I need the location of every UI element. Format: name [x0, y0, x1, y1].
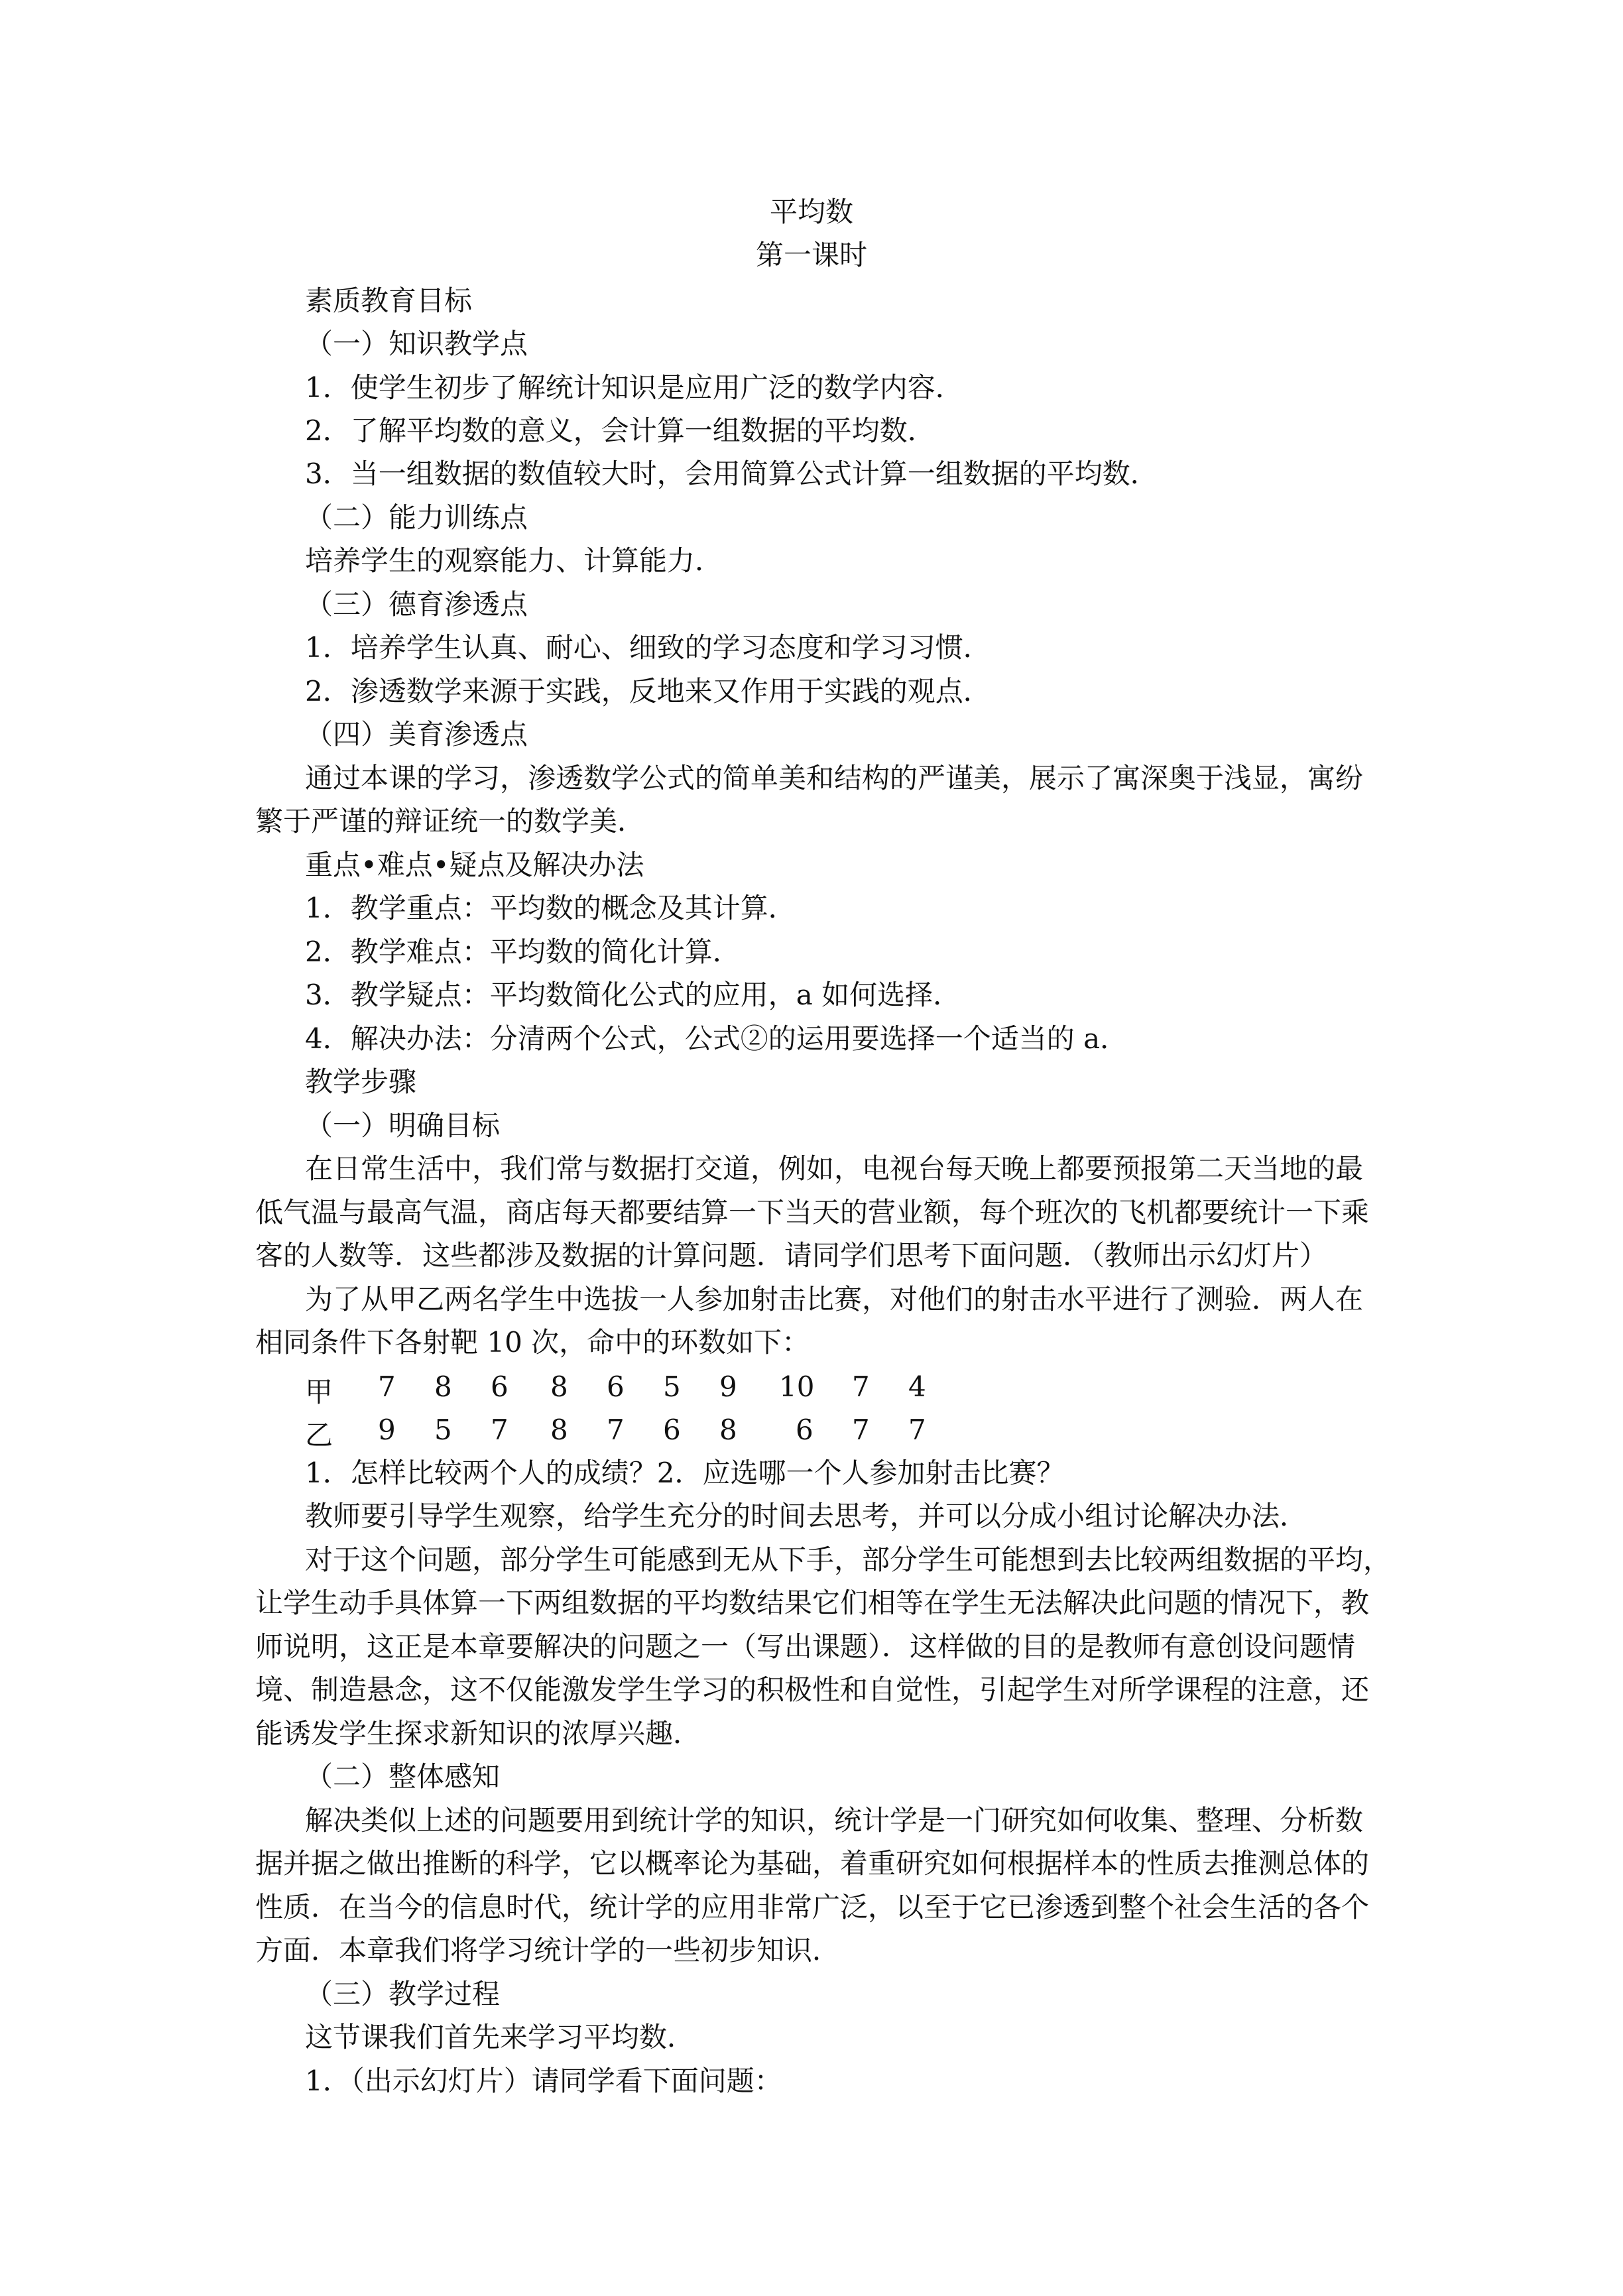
paragraph-line: 2．渗透数学来源于实践，反地来又作用于实践的观点．	[305, 675, 991, 707]
paragraph-line: 能诱发学生探求新知识的浓厚兴趣．	[255, 1717, 701, 1750]
section-heading: 重点•难点•疑点及解决办法	[305, 849, 644, 881]
paragraph-line: 培养学生的观察能力、计算能力．	[305, 544, 723, 577]
row-label: 甲	[305, 1376, 333, 1408]
score-cell: 5	[663, 1370, 681, 1403]
score-cell: 5	[434, 1414, 452, 1446]
paragraph-line: 解决类似上述的问题要用到统计学的知识，统计学是一门研究如何收集、整理、分析数	[305, 1804, 1364, 1837]
score-cell: 8	[550, 1414, 568, 1446]
subsection-heading: （一）知识教学点	[305, 328, 528, 360]
subsection-heading: （三）教学过程	[305, 1978, 501, 2010]
paragraph-line: 2．教学难点：平均数的简化计算．	[305, 936, 741, 968]
subsection-heading: （三）德育渗透点	[305, 588, 528, 621]
paragraph-line: 境、制造悬念，这不仅能激发学生学习的积极性和自觉性，引起学生对所学课程的注意，还	[255, 1673, 1370, 1706]
section-heading: 教学步骤	[305, 1065, 417, 1098]
paragraph-line: 师说明，这正是本章要解决的问题之一（写出课题）．这样做的目的是教师有意创设问题情	[255, 1630, 1356, 1663]
score-cell: 7	[852, 1414, 870, 1446]
score-cell: 7	[491, 1414, 509, 1446]
score-cell: 7	[852, 1370, 870, 1403]
paragraph-line: 通过本课的学习，渗透数学公式的简单美和结构的严谨美，展示了寓深奥于浅显，寓纷	[305, 762, 1364, 794]
score-cell: 9	[378, 1414, 396, 1446]
score-cell: 10	[779, 1370, 815, 1403]
page-title: 平均数	[769, 196, 853, 228]
paragraph-line: 让学生动手具体算一下两组数据的平均数结果它们相等在学生无法解决此问题的情况下，教	[255, 1587, 1370, 1619]
paragraph-line: 1．教学重点：平均数的概念及其计算．	[305, 892, 796, 924]
paragraph-line: 为了从甲乙两名学生中选拔一人参加射击比赛，对他们的射击水平进行了测验．两人在	[305, 1283, 1364, 1315]
paragraph-line: 在日常生活中，我们常与数据打交道，例如，电视台每天晚上都要预报第二天当地的最	[305, 1152, 1364, 1185]
paragraph-line: 这节课我们首先来学习平均数．	[305, 2021, 695, 2053]
paragraph-line: 据并据之做出推断的科学，它以概率论为基础，着重研究如何根据样本的性质去推测总体的	[255, 1847, 1370, 1880]
score-cell: 7	[607, 1414, 625, 1446]
paragraph-line: 1．怎样比较两个人的成绩？2．应选哪一个人参加射击比赛？	[305, 1457, 1065, 1489]
score-cell: 4	[908, 1370, 926, 1403]
paragraph-line: 1．使学生初步了解统计知识是应用广泛的数学内容．	[305, 371, 963, 404]
page-subtitle: 第一课时	[755, 239, 867, 271]
paragraph-line: 2．了解平均数的意义，会计算一组数据的平均数．	[305, 414, 935, 447]
subsection-heading: （四）美育渗透点	[305, 718, 528, 751]
paragraph-line: 方面．本章我们将学习统计学的一些初步知识．	[255, 1934, 841, 1966]
subsection-heading: （二）整体感知	[305, 1760, 501, 1793]
paragraph-line: 4．解决办法：分清两个公式，公式②的运用要选择一个适当的 a．	[305, 1022, 1128, 1055]
score-cell: 7	[378, 1370, 396, 1403]
score-cell: 8	[434, 1370, 452, 1403]
paragraph-line: 相同条件下各射靶 10 次，命中的环数如下：	[255, 1326, 810, 1359]
score-cell: 6	[663, 1414, 681, 1446]
subsection-heading: （二）能力训练点	[305, 501, 528, 534]
score-cell: 9	[719, 1370, 737, 1403]
score-cell: 8	[550, 1370, 568, 1403]
paragraph-line: 1．（出示幻灯片）请同学看下面问题：	[305, 2065, 782, 2097]
score-cell: 6	[491, 1370, 509, 1403]
score-cell: 8	[719, 1414, 737, 1446]
score-cell: 6	[607, 1370, 625, 1403]
paragraph-line: 繁于严谨的辩证统一的数学美．	[255, 805, 646, 837]
section-heading: 素质教育目标	[305, 284, 473, 317]
row-label: 乙	[305, 1419, 333, 1451]
paragraph-line: 1．培养学生认真、耐心、细致的学习态度和学习习惯．	[305, 631, 991, 664]
score-cell: 7	[908, 1414, 926, 1446]
paragraph-line: 3．当一组数据的数值较大时，会用简算公式计算一组数据的平均数．	[305, 457, 1158, 490]
score-cell: 6	[796, 1414, 813, 1446]
paragraph-line: 3．教学疑点：平均数简化公式的应用，a 如何选择．	[305, 979, 961, 1011]
subsection-heading: （一）明确目标	[305, 1109, 501, 1142]
paragraph-line: 低气温与最高气温，商店每天都要结算一下当天的营业额，每个班次的飞机都要统计一下乘	[255, 1196, 1370, 1229]
paragraph-line: 对于这个问题，部分学生可能感到无从下手，部分学生可能想到去比较两组数据的平均，	[305, 1543, 1392, 1576]
paragraph-line: 客的人数等．这些都涉及数据的计算问题．请同学们思考下面问题．（教师出示幻灯片）	[255, 1239, 1328, 1272]
paragraph-line: 教师要引导学生观察，给学生充分的时间去思考，并可以分成小组讨论解决办法．	[305, 1500, 1308, 1532]
paragraph-line: 性质．在当今的信息时代，统计学的应用非常广泛，以至于它已渗透到整个社会生活的各个	[255, 1891, 1370, 1923]
